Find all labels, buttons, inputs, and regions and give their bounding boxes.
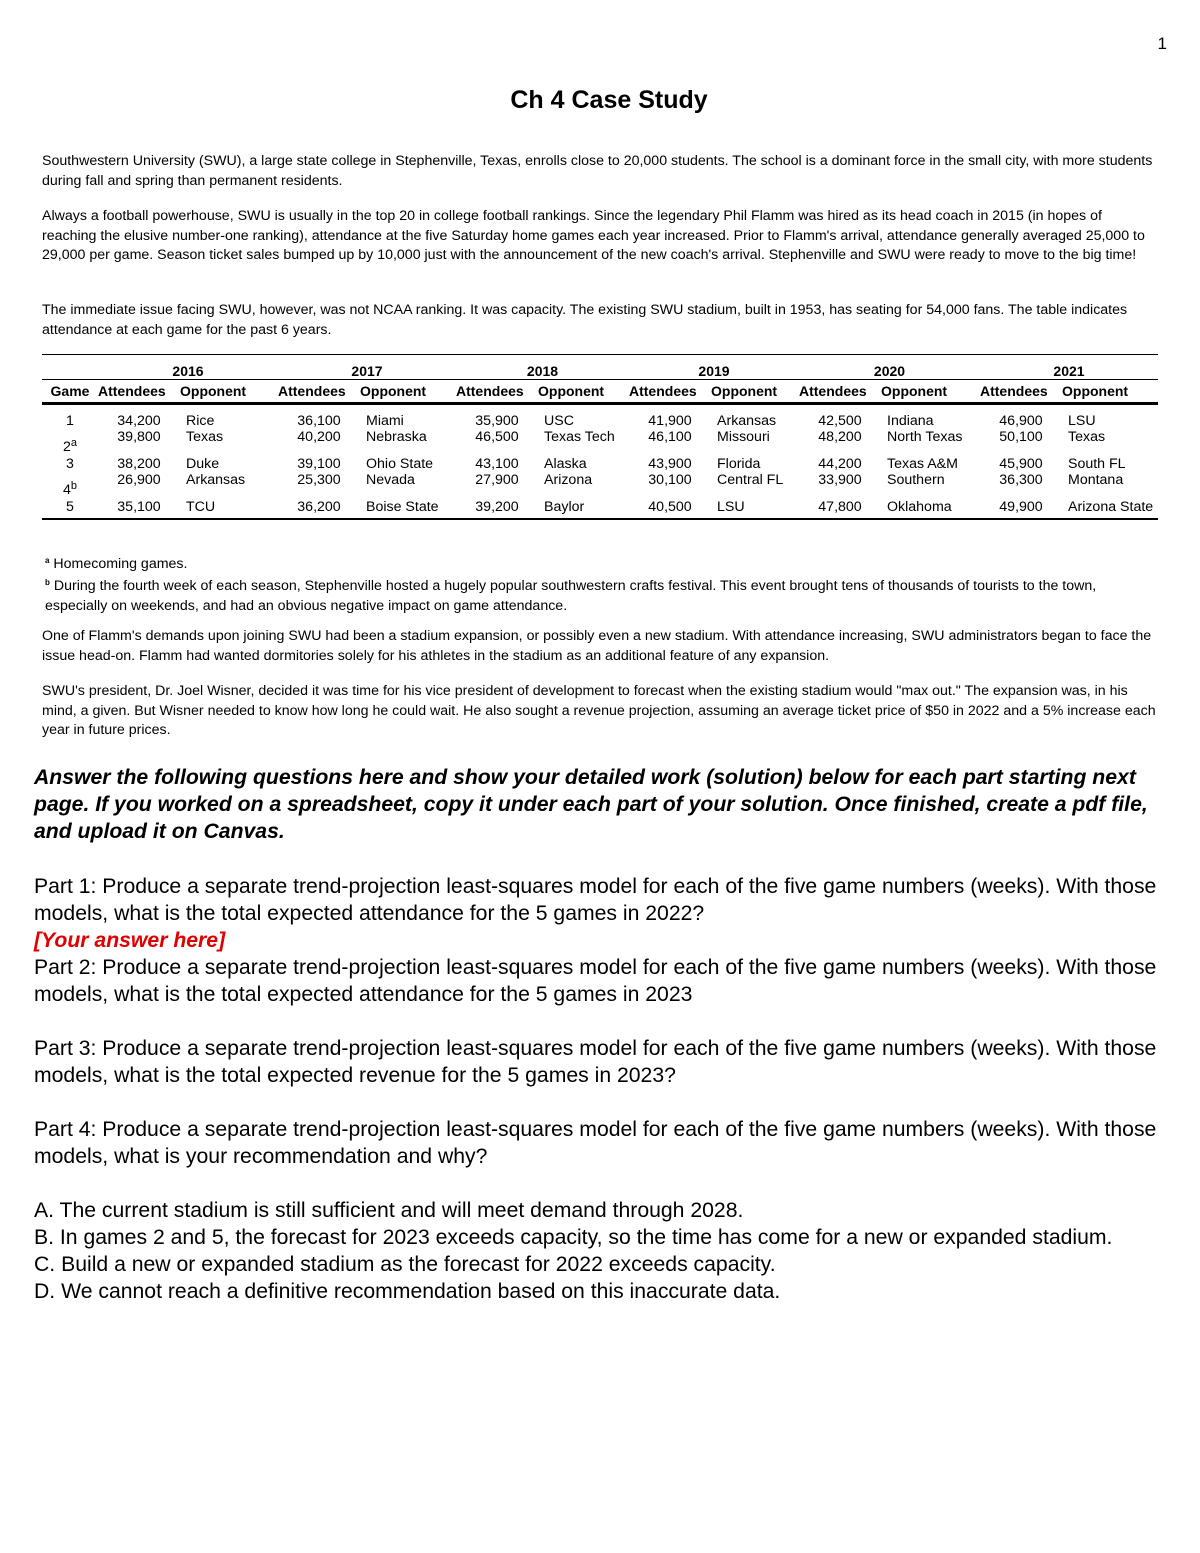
question-part-2: Part 2: Produce a separate trend-projection least-squares model for each of the five game numbers (weeks). With those models, what is the total expected attendance for the 5 games in 2023 — [34, 956, 1157, 1006]
questions-block — [34, 873, 1174, 1305]
spacer — [34, 1089, 1174, 1116]
opponent-cell: Central FL — [717, 472, 784, 488]
opponent-cell: Nebraska — [366, 429, 427, 445]
question-part-1: Part 1: Produce a separate trend-projection least-squares model for each of the five game numbers (weeks). With those models, what is the total expected attendance for the 5 games in 2022? — [34, 875, 1157, 925]
opponent-cell: Baylor — [538, 490, 629, 519]
opponent-column-header: Opponent — [360, 380, 456, 404]
option-b: B. In games 2 and 5, the forecast for 2023 exceeds capacity, so the time has come for a new or expanded stadium. — [34, 1226, 1113, 1249]
attendance-table — [42, 354, 1158, 520]
opponent-column-header: Opponent — [1062, 380, 1158, 404]
opponent-cell: Oklahoma — [881, 490, 980, 519]
attendees-column-header: Attendees — [980, 380, 1062, 404]
table-row — [42, 447, 1158, 472]
attendees-cell: 40,200 — [297, 429, 341, 445]
attendees-cell: 35,900 — [475, 413, 519, 429]
question-part-3: Part 3: Produce a separate trend-projection least-squares model for each of the five game numbers (weeks). With those models, what is the total expected revenue for the 5 games in 2023? — [34, 1037, 1157, 1087]
attendees-column-header: Attendees — [456, 380, 538, 404]
attendees-cell: 36,300 — [999, 472, 1043, 488]
footnote-b-text: During the fourth week of each season, Stephenville hosted a hugely popular southwestern crafts festival. This event brought tens of thousands of tourists to the town, especially on weekends, and had an obvious negative impact on game attendance. — [45, 578, 1097, 614]
attendees-cell: 45,900 — [999, 456, 1043, 472]
table-column-header-row — [42, 380, 1158, 404]
table-row — [42, 490, 1158, 519]
attendees-cell: 39,200 — [456, 490, 538, 519]
opponent-cell: Arkansas — [717, 413, 777, 429]
table-year-row — [42, 355, 1158, 380]
attendees-cell: 27,900 — [475, 472, 519, 488]
opponent-cell: Boise State — [360, 490, 456, 519]
attendees-cell: 46,500 — [475, 429, 519, 445]
attendees-cell: 43,900 — [648, 456, 692, 472]
opponent-cell: Rice — [186, 413, 215, 429]
attendees-column-header: Attendees — [98, 380, 180, 404]
question-part-4: Part 4: Produce a separate trend-projection least-squares model for each of the five game numbers (weeks). With those models, what is your recommendation and why? — [34, 1118, 1157, 1168]
attendees-cell: 47,800 — [799, 490, 881, 519]
opponent-cell: South FL — [1068, 456, 1126, 472]
game-number: 3 — [66, 456, 74, 472]
opponent-cell: Ohio State — [366, 456, 434, 472]
option-a: A. The current stadium is still sufficient and will meet demand through 2028. — [34, 1199, 744, 1222]
attendees-cell: 30,100 — [648, 472, 692, 488]
opponent-cell: Alaska — [544, 456, 587, 472]
year-header: 2020 — [799, 355, 980, 380]
attendees-cell: 33,900 — [818, 472, 862, 488]
year-header: 2016 — [98, 355, 278, 380]
opponent-cell: Duke — [186, 456, 220, 472]
table-row — [42, 404, 1158, 430]
opponent-cell: Texas — [186, 429, 224, 445]
game-number: 4 — [62, 482, 71, 498]
game-number: 1 — [66, 413, 74, 429]
table-row — [42, 472, 1158, 490]
footnote-b-mark: b — [45, 578, 50, 587]
year-header: 2019 — [629, 355, 799, 380]
opponent-column-header: Opponent — [711, 380, 799, 404]
attendees-cell: 26,900 — [117, 472, 161, 488]
attendees-cell: 43,100 — [475, 456, 519, 472]
instructions: Answer the following questions here and show your detailed work (solution) below for each part starting next page. If you worked on a spreadsheet, copy it under each part of your solution. Once finished, create a pdf file, and upload it on Canvas. — [34, 766, 1148, 843]
option-d: D. We cannot reach a definitive recommendation based on this inaccurate data. — [34, 1280, 781, 1303]
opponent-cell: LSU — [1068, 413, 1096, 429]
attendees-cell: 41,900 — [648, 413, 692, 429]
attendees-cell: 36,200 — [278, 490, 360, 519]
body-paragraph-5: SWU's president, Dr. Joel Wisner, decided it was time for his vice president of development to forecast when the existing stadium would "max out." The expansion was, in his mind, a given. But Wisner needed to know how long he could wait. He also sought a revenue projection, assuming an average ticket price of $50 in 2022 and a 5% increase each year in future prices. — [42, 683, 1156, 738]
page-title: Ch 4 Case Study — [510, 86, 708, 114]
game-number: 2 — [62, 439, 71, 455]
opponent-cell: Indiana — [887, 413, 934, 429]
game-footnote-mark: b — [70, 480, 77, 492]
attendees-cell: 39,100 — [297, 456, 341, 472]
opponent-column-header: Opponent — [538, 380, 629, 404]
opponent-column-header: Opponent — [881, 380, 980, 404]
opponent-column-header: Opponent — [180, 380, 278, 404]
opponent-cell: Montana — [1068, 472, 1124, 488]
opponent-cell: Arizona State — [1062, 490, 1158, 519]
attendees-cell: 46,100 — [648, 429, 692, 445]
attendance-table-body — [42, 404, 1158, 520]
year-header: 2017 — [278, 355, 456, 380]
attendees-cell: 46,900 — [999, 413, 1043, 429]
footnote-b — [45, 573, 1155, 616]
game-number: 5 — [66, 499, 74, 515]
game-number-cell — [42, 404, 98, 430]
attendees-cell: 34,200 — [117, 413, 161, 429]
opponent-cell: Southern — [887, 472, 945, 488]
attendees-cell: 48,200 — [818, 429, 862, 445]
body-paragraph-4: One of Flamm's demands upon joining SWU had been a stadium expansion, or possibly even a new stadium. With attendance increasing, SWU administrators began to face the issue head-on. Flamm had wanted dormitories solely for his athletes in the stadium as an additional feature of any expansion. — [42, 628, 1152, 664]
table-row — [42, 429, 1158, 447]
attendees-cell: 50,100 — [999, 429, 1043, 445]
attendees-column-header: Attendees — [799, 380, 881, 404]
attendees-cell: 40,500 — [629, 490, 711, 519]
opponent-cell: USC — [544, 413, 574, 429]
attendees-cell: 35,100 — [98, 490, 180, 519]
attendees-cell: 25,300 — [297, 472, 341, 488]
attendees-cell: 44,200 — [818, 456, 862, 472]
intro-paragraph-3: The immediate issue facing SWU, however, was not NCAA ranking. It was capacity. The existing SWU stadium, built in 1953, has seating for 54,000 fans. The table indicates attendance at each game for the past 6 years. — [42, 302, 1128, 338]
footnote-a — [45, 551, 1155, 574]
opponent-cell: Arkansas — [186, 472, 246, 488]
option-c: C. Build a new or expanded stadium as the forecast for 2022 exceeds capacity. — [34, 1253, 776, 1276]
year-header-blank — [42, 355, 98, 380]
spacer — [34, 1170, 1174, 1197]
opponent-cell: Florida — [717, 456, 761, 472]
attendees-cell: 36,100 — [297, 413, 341, 429]
attendees-cell: 49,900 — [980, 490, 1062, 519]
attendees-column-header: Attendees — [278, 380, 360, 404]
opponent-cell: Miami — [366, 413, 404, 429]
game-footnote-mark: a — [70, 437, 77, 449]
opponent-cell: Texas Tech — [544, 429, 615, 445]
attendees-column-header: Attendees — [629, 380, 711, 404]
year-header: 2021 — [980, 355, 1158, 380]
year-header: 2018 — [456, 355, 629, 380]
opponent-cell: Arizona — [544, 472, 593, 488]
footnote-a-mark: a — [45, 556, 50, 565]
attendees-cell: 39,800 — [117, 429, 161, 445]
opponent-cell: Missouri — [717, 429, 770, 445]
answer-placeholder[interactable]: [Your answer here] — [34, 929, 226, 952]
spacer — [34, 1008, 1174, 1035]
opponent-cell: Texas — [1068, 429, 1106, 445]
footnote-a-text: Homecoming games. — [53, 556, 188, 572]
intro-paragraph-2: Always a football powerhouse, SWU is usually in the top 20 in college football rankings. Since the legendary Phil Flamm was hired as its head coach in 2015 (in hopes of reaching the elusive number-one ranking), attendance at the five Saturday home games each year increased. Prior to Flamm's arrival, attendance generally averaged 25,000 to 29,000 per game. Season ticket sales bumped up by 10,000 just with the announcement of the new coach's arrival. Stephenville and SWU were ready to move to the big time! — [42, 208, 1145, 263]
page-number: 1 — [1157, 34, 1167, 53]
attendees-cell: 42,500 — [818, 413, 862, 429]
attendees-cell: 38,200 — [117, 456, 161, 472]
opponent-cell: TCU — [180, 490, 278, 519]
game-column-header: Game — [42, 380, 98, 404]
opponent-cell: Nevada — [366, 472, 415, 488]
opponent-cell: Texas A&M — [887, 456, 958, 472]
opponent-cell: North Texas — [887, 429, 963, 445]
game-number-cell — [42, 429, 98, 455]
attendance-table-container — [42, 354, 1158, 520]
intro-paragraph-1: Southwestern University (SWU), a large state college in Stephenville, Texas, enrolls close to 20,000 students. The school is a dominant force in the small city, with more students during fall and spring than permanent residents. — [42, 153, 1153, 189]
game-number-cell — [42, 472, 98, 498]
opponent-cell: LSU — [711, 490, 799, 519]
